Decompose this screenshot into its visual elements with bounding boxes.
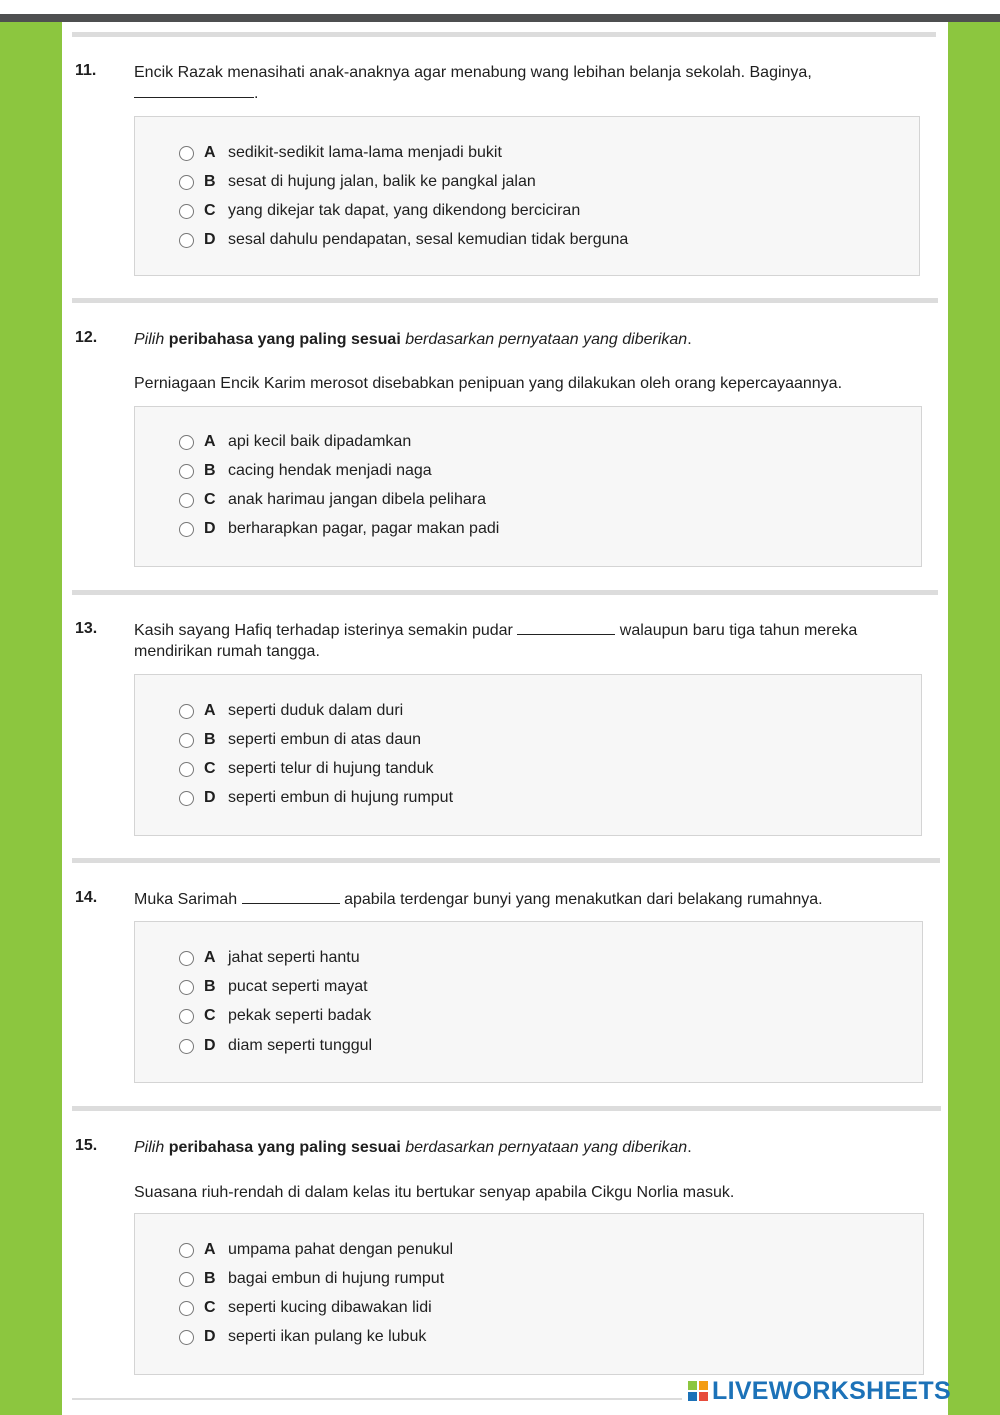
instruction-part: Pilih — [134, 331, 165, 348]
options-box — [134, 1213, 924, 1375]
option-letter: B — [204, 978, 216, 995]
option-letter: D — [204, 789, 216, 806]
question-instruction — [134, 329, 934, 350]
option-letter: D — [204, 520, 216, 537]
option-letter: C — [204, 760, 216, 777]
option-text: anak harimau jangan dibela pelihara — [228, 491, 486, 508]
option-text: sesal dahulu pendapatan, sesal kemudian tidak berguna — [228, 231, 629, 248]
option-text: seperti embun di hujung rumput — [228, 789, 454, 806]
option-letter: B — [204, 462, 216, 479]
option-text: seperti embun di atas daun — [228, 731, 422, 748]
option-letter: A — [204, 433, 216, 450]
option-text: jahat seperti hantu — [228, 949, 360, 966]
question-text-after: walaupun baru tiga tahun mereka mendirikan rumah tangga. — [134, 622, 858, 660]
radio-button-icon[interactable] — [179, 980, 194, 995]
option-c[interactable] — [179, 758, 433, 780]
option-letter: A — [204, 144, 216, 161]
instruction-emphasis: peribahasa yang paling sesuai — [168, 331, 401, 348]
question-text-after: . — [254, 85, 259, 102]
option-d[interactable] — [179, 787, 453, 809]
brand-name: LIVEWORKSHEETS — [712, 1376, 951, 1405]
question-number: 13. — [75, 620, 98, 637]
option-letter: C — [204, 1299, 216, 1316]
option-a[interactable] — [179, 1239, 453, 1261]
radio-button-icon[interactable] — [179, 733, 194, 748]
option-b[interactable] — [179, 460, 432, 482]
right-green-border — [948, 22, 1000, 1415]
option-c[interactable] — [179, 1297, 432, 1319]
option-c[interactable] — [179, 1005, 371, 1027]
option-text: seperti duduk dalam duri — [228, 702, 404, 719]
radio-button-icon[interactable] — [179, 233, 194, 248]
option-text: berharapkan pagar, pagar makan padi — [228, 520, 500, 537]
radio-button-icon[interactable] — [179, 1039, 194, 1054]
option-text: bagai embun di hujung rumput — [228, 1270, 445, 1287]
separator — [72, 590, 938, 595]
option-letter: D — [204, 1037, 216, 1054]
option-text: pekak seperti badak — [228, 1007, 372, 1024]
option-text: diam seperti tunggul — [228, 1037, 373, 1054]
question-statement: Perniagaan Encik Karim merosot disebabkan penipuan yang dilakukan oleh orang kepercayaannya. — [134, 375, 843, 392]
options-box — [134, 921, 923, 1083]
radio-button-icon[interactable] — [179, 1243, 194, 1258]
radio-button-icon[interactable] — [179, 175, 194, 190]
separator — [72, 1106, 941, 1111]
option-text: yang dikejar tak dapat, yang dikendong berciciran — [228, 202, 581, 219]
option-text: seperti telur di hujung tanduk — [228, 760, 434, 777]
radio-button-icon[interactable] — [179, 204, 194, 219]
option-text: umpama pahat dengan penukul — [228, 1241, 454, 1258]
question-text — [134, 620, 934, 662]
logo-grid-icon — [688, 1381, 708, 1401]
option-letter: B — [204, 731, 216, 748]
option-letter: D — [204, 231, 216, 248]
question-number: 11. — [75, 62, 97, 79]
option-letter: C — [204, 202, 216, 219]
top-bar — [0, 14, 1000, 22]
option-text: sedikit-sedikit lama-lama menjadi bukit — [228, 144, 502, 161]
radio-button-icon[interactable] — [179, 493, 194, 508]
radio-button-icon[interactable] — [179, 522, 194, 537]
option-letter: B — [204, 173, 216, 190]
option-b[interactable] — [179, 1268, 444, 1290]
options-box — [134, 674, 922, 836]
question-instruction — [134, 1137, 934, 1158]
question-text — [134, 62, 934, 104]
logo-square-icon — [688, 1381, 697, 1390]
instruction-part: Pilih — [134, 1139, 165, 1156]
radio-button-icon[interactable] — [179, 146, 194, 161]
option-a[interactable] — [179, 700, 403, 722]
instruction-part: berdasarkan pernyataan yang diberikan — [405, 331, 688, 348]
question-number: 14. — [75, 889, 98, 906]
option-b[interactable] — [179, 976, 368, 998]
option-a[interactable] — [179, 947, 360, 969]
options-box — [134, 406, 922, 567]
option-letter: A — [204, 702, 216, 719]
radio-button-icon[interactable] — [179, 435, 194, 450]
option-d[interactable] — [179, 1326, 426, 1348]
separator — [72, 298, 938, 303]
instruction-end: . — [687, 331, 692, 348]
question-text-before: Kasih sayang Hafiq terhadap isterinya semakin pudar — [134, 622, 513, 639]
radio-button-icon[interactable] — [179, 1301, 194, 1316]
question-statement: Suasana riuh-rendah di dalam kelas itu bertukar senyap apabila Cikgu Norlia masuk. — [134, 1184, 735, 1201]
question-number: 15. — [75, 1137, 98, 1154]
logo-square-icon — [688, 1392, 697, 1401]
separator — [72, 858, 940, 863]
logo-square-icon — [699, 1381, 708, 1390]
option-a[interactable] — [179, 142, 502, 164]
option-text: seperti ikan pulang ke lubuk — [228, 1328, 427, 1345]
question-text-before: Encik Razak menasihati anak-anaknya agar menabung wang lebihan belanja sekolah. Baginya, — [134, 64, 812, 81]
option-text: seperti kucing dibawakan lidi — [228, 1299, 432, 1316]
radio-button-icon[interactable] — [179, 1009, 194, 1024]
option-d[interactable] — [179, 1035, 372, 1057]
question-text — [134, 889, 934, 910]
option-letter: D — [204, 1328, 216, 1345]
option-letter: C — [204, 1007, 216, 1024]
option-letter: A — [204, 1241, 216, 1258]
option-d[interactable] — [179, 229, 628, 251]
left-green-border — [0, 22, 62, 1415]
question-text-before: Muka Sarimah — [134, 891, 238, 908]
radio-button-icon[interactable] — [179, 951, 194, 966]
option-b[interactable] — [179, 729, 421, 751]
option-d[interactable] — [179, 518, 499, 540]
separator — [72, 32, 936, 37]
option-text: cacing hendak menjadi naga — [228, 462, 432, 479]
answer-blank — [517, 620, 615, 635]
option-b[interactable] — [179, 171, 536, 193]
logo-square-icon — [699, 1392, 708, 1401]
answer-blank — [134, 83, 254, 98]
question-number: 12. — [75, 329, 98, 346]
option-letter: B — [204, 1270, 216, 1287]
option-c[interactable] — [179, 489, 486, 511]
instruction-end: . — [687, 1139, 692, 1156]
radio-button-icon[interactable] — [179, 464, 194, 479]
option-c[interactable] — [179, 200, 580, 222]
question-text-after: apabila terdengar bunyi yang menakutkan dari belakang rumahnya. — [344, 891, 823, 908]
option-text: api kecil baik dipadamkan — [228, 433, 412, 450]
radio-button-icon[interactable] — [179, 704, 194, 719]
answer-blank — [242, 889, 340, 904]
radio-button-icon[interactable] — [179, 791, 194, 806]
option-text: sesat di hujung jalan, balik ke pangkal jalan — [228, 173, 536, 190]
option-text: pucat seperti mayat — [228, 978, 368, 995]
liveworksheets-logo — [688, 1378, 951, 1404]
bottom-separator — [72, 1398, 682, 1400]
option-letter: C — [204, 491, 216, 508]
options-box — [134, 116, 920, 276]
option-a[interactable] — [179, 431, 411, 453]
radio-button-icon[interactable] — [179, 1330, 194, 1345]
radio-button-icon[interactable] — [179, 1272, 194, 1287]
option-letter: A — [204, 949, 216, 966]
radio-button-icon[interactable] — [179, 762, 194, 777]
instruction-emphasis: peribahasa yang paling sesuai — [168, 1139, 401, 1156]
instruction-part: berdasarkan pernyataan yang diberikan — [405, 1139, 688, 1156]
